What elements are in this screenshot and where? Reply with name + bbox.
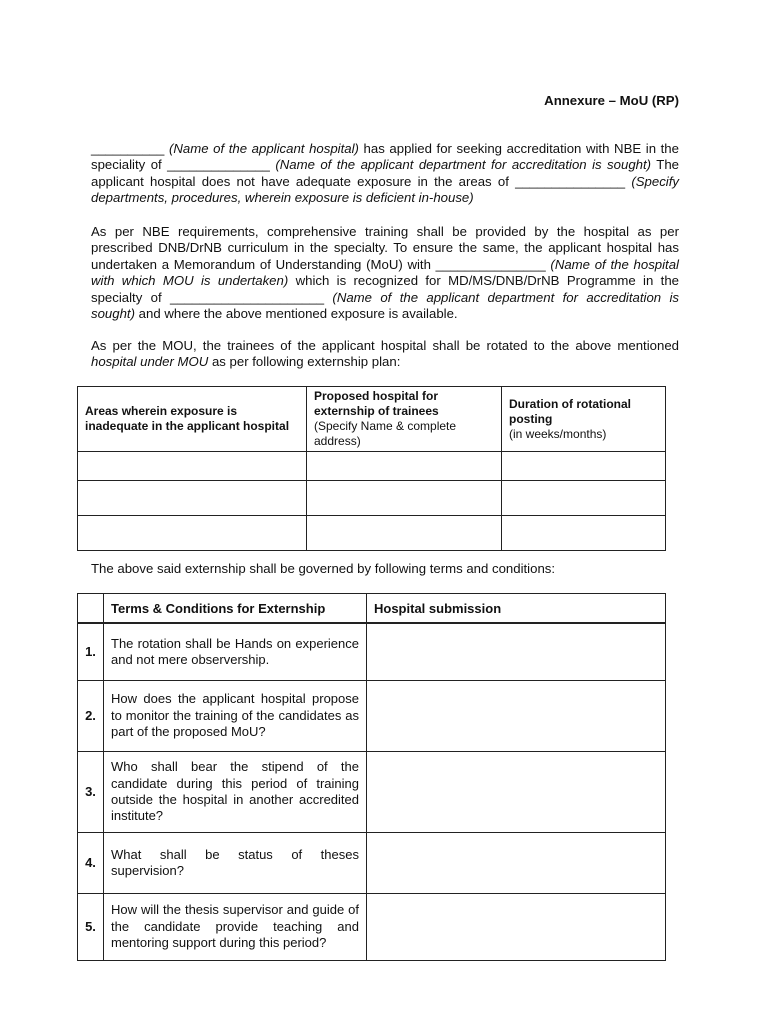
terms-row [78,833,666,894]
hospital-submission-cell[interactable] [367,681,666,752]
terms-row [78,894,666,961]
hospital-submission-cell[interactable] [367,752,666,833]
hint-department: (Name of the applicant department for accreditation is sought) [275,157,652,173]
row-number: 4. [78,833,104,894]
plan-header-row [78,387,666,452]
hint-mou-hospital: hospital under MOU [91,354,209,370]
hint-hospital-name: (Name of the applicant hospital) [168,141,359,156]
plan-cell-duration[interactable] [502,481,666,516]
paragraph-text: has applied for seeking accreditation with NBE in the speciality of [91,141,679,173]
plan-header-hospital [307,387,502,452]
plan-cell-areas[interactable] [78,452,307,481]
terms-header-num [78,594,104,624]
header-sublabel: (Specify Name & complete address) [314,419,457,448]
row-number: 5. [78,894,104,961]
header-sublabel: (in weeks/months) [509,426,607,441]
plan-cell-areas[interactable] [78,481,307,516]
plan-cell-duration[interactable] [502,516,666,551]
terms-conditions-table [77,593,666,961]
plan-row [78,452,666,481]
plan-cell-areas[interactable] [78,516,307,551]
blank-hospital-name: __________ [91,141,165,156]
paragraph-text: as per following externship plan: [211,354,401,370]
plan-cell-hospital[interactable] [307,452,502,481]
terms-row [78,752,666,833]
plan-cell-duration[interactable] [502,452,666,481]
condition-text: What shall be status of theses supervision? [104,833,367,894]
condition-text: How does the applicant hospital propose to monitor the training of the candidates as part of the proposed MoU? [104,681,367,752]
condition-text: How will the thesis supervisor and guide of the candidate provide teaching and mentoring support during this period? [104,894,367,961]
hint-areas: (Specify departments, procedures, wherein exposure is deficient in-house) [91,173,679,206]
blank-areas: _______________ [515,173,626,189]
paragraph-nbe-requirements [91,224,679,322]
terms-header-terms: Terms & Conditions for Externship [104,594,367,624]
paragraph-rotation [91,338,679,371]
annexure-title: Annexure – MoU (RP) [544,93,679,108]
terms-row [78,623,666,681]
paragraph-text: As per NBE requirements, comprehensive training shall be provided by the hospital as per prescribed DNB/DrNB curriculum in the specialty. To ensure the same, the applicant hospital has undertaken a Memorandum of Understanding (MoU) with [91,224,679,272]
header-label: Areas wherein exposure is inadequate in the applicant hospital [85,404,290,433]
paragraph-text: and where the above mentioned exposure is available. [138,306,458,322]
blank-department: ______________ [167,157,270,173]
terms-header-row [78,594,666,624]
paragraph-text: As per the MOU, the trainees of the applicant hospital shall be rotated to the above mentioned [91,338,679,353]
externship-plan-table [77,386,666,551]
plan-row [78,516,666,551]
condition-text: The rotation shall be Hands on experience and not mere observership. [104,623,367,681]
paragraph-terms-intro: The above said externship shall be governed by following terms and conditions: [91,561,556,576]
terms-header-submission: Hospital submission [367,594,666,624]
plan-cell-hospital[interactable] [307,516,502,551]
condition-text: Who shall bear the stipend of the candidate during this period of training outside the hospital in another accredited institute? [104,752,367,833]
plan-cell-hospital[interactable] [307,481,502,516]
hospital-submission-cell[interactable] [367,894,666,961]
blank-mou-hospital: _______________ [435,256,546,272]
plan-header-duration [502,387,666,452]
paragraph-text: which is recognized for MD/MS/DNB/DrNB Programme in the specialty of [91,273,680,305]
plan-row [78,481,666,516]
hint-specialty: (Name of the applicant department for accreditation is sought) [91,289,679,322]
row-number: 2. [78,681,104,752]
plan-header-areas [78,387,307,452]
terms-row [78,681,666,752]
header-label: Duration of rotational posting [509,396,631,426]
blank-specialty: _____________________ [170,289,325,305]
paragraph-text: The applicant hospital does not have adequate exposure in the areas of [91,157,679,189]
hospital-submission-cell[interactable] [367,833,666,894]
row-number: 1. [78,623,104,681]
hint-mou-hospital: (Name of the hospital with which MOU is undertaken) [91,256,679,289]
hospital-submission-cell[interactable] [367,623,666,681]
header-label: Proposed hospital for externship of trainees [314,389,439,418]
row-number: 3. [78,752,104,833]
paragraph-accreditation [91,141,679,207]
